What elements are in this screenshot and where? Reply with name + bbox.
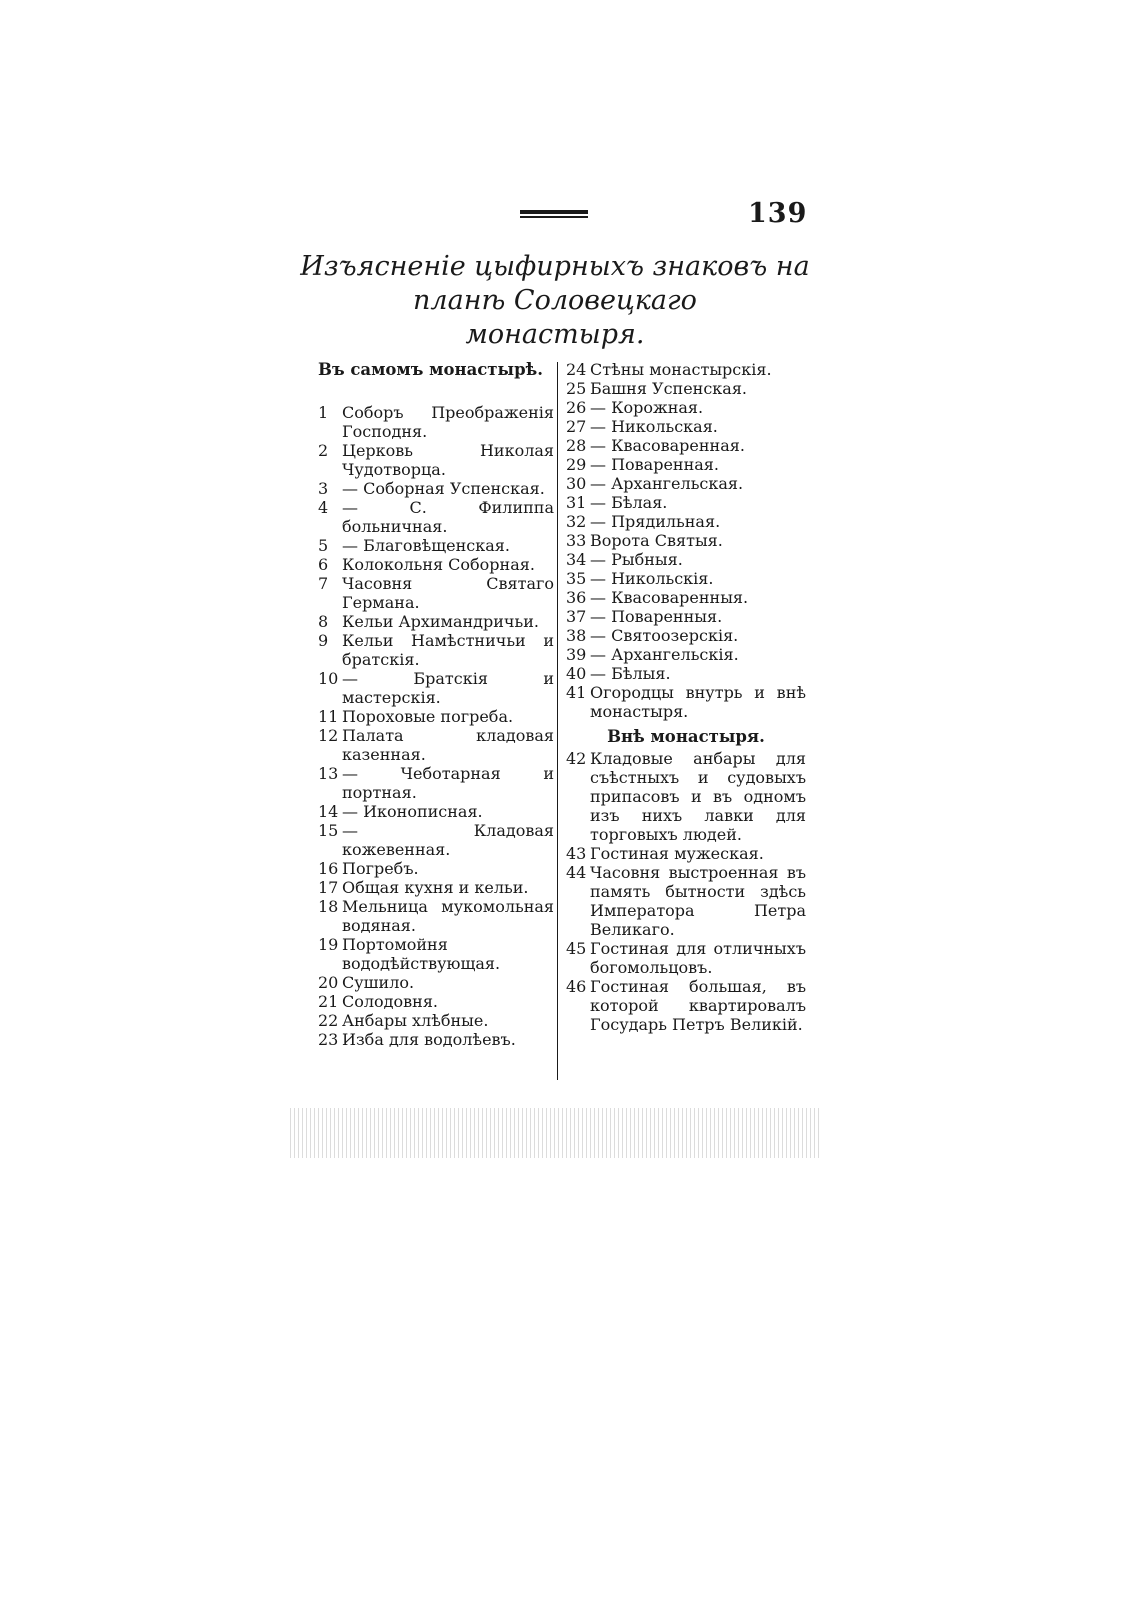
legend-entry bbox=[318, 992, 554, 1011]
legend-entry bbox=[566, 588, 806, 607]
entry-text: — Архангельскія. bbox=[590, 645, 739, 664]
title-line-2: планѣ Соловецкаго bbox=[413, 285, 697, 316]
entry-number: 32 bbox=[566, 512, 587, 531]
legend-entry bbox=[566, 645, 806, 664]
legend-entry bbox=[318, 612, 554, 631]
entry-number: 37 bbox=[566, 607, 587, 626]
legend-entry bbox=[566, 379, 806, 398]
entry-number: 23 bbox=[318, 1030, 339, 1049]
entry-number: 13 bbox=[318, 764, 339, 783]
legend-entry bbox=[318, 555, 554, 574]
entry-number: 5 bbox=[318, 536, 329, 555]
legend-entry bbox=[318, 669, 554, 707]
right-column bbox=[566, 360, 806, 1034]
entry-number: 27 bbox=[566, 417, 587, 436]
column-divider bbox=[557, 362, 558, 1080]
entry-number: 19 bbox=[318, 935, 339, 954]
entry-text: Соборъ Преображенія Господня. bbox=[342, 403, 554, 441]
entry-number: 12 bbox=[318, 726, 339, 745]
entry-number: 35 bbox=[566, 569, 587, 588]
legend-entry bbox=[566, 455, 806, 474]
legend-entry bbox=[566, 398, 806, 417]
entry-text: — С. Филиппа больничная. bbox=[342, 498, 554, 536]
legend-entry bbox=[566, 550, 806, 569]
entry-number: 21 bbox=[318, 992, 339, 1011]
entry-text: Кладовые анбары для съѣстныхъ и судовыхъ припасовъ и въ одномъ изъ нихъ лавки для торговыхъ людей. bbox=[590, 749, 806, 844]
entry-number: 16 bbox=[318, 859, 339, 878]
legend-entry bbox=[566, 977, 806, 1034]
legend-entry bbox=[566, 493, 806, 512]
entry-number: 15 bbox=[318, 821, 339, 840]
entry-number: 2 bbox=[318, 441, 329, 460]
legend-entry bbox=[566, 531, 806, 550]
legend-entry bbox=[566, 844, 806, 863]
entry-text: Изба для водолѣевъ. bbox=[342, 1030, 516, 1049]
entry-number: 20 bbox=[318, 973, 339, 992]
legend-entry bbox=[318, 878, 554, 897]
entry-text: — Квасоваренная. bbox=[590, 436, 745, 455]
entry-number: 31 bbox=[566, 493, 587, 512]
entry-number: 11 bbox=[318, 707, 339, 726]
entry-text: Кельи Архимандричьи. bbox=[342, 612, 539, 631]
entry-number: 41 bbox=[566, 683, 587, 702]
scan-noise-band bbox=[290, 1108, 820, 1158]
entry-text: Погребъ. bbox=[342, 859, 419, 878]
legend-entry bbox=[566, 474, 806, 493]
entry-number: 38 bbox=[566, 626, 587, 645]
legend-entry bbox=[318, 764, 554, 802]
legend-entry bbox=[566, 664, 806, 683]
entry-number: 3 bbox=[318, 479, 329, 498]
entry-text: — Святоозерскія. bbox=[590, 626, 739, 645]
entry-text: — Бѣлыя. bbox=[590, 664, 671, 683]
entry-text: — Братскія и мастерскія. bbox=[342, 669, 554, 707]
legend-entry bbox=[318, 498, 554, 536]
entry-text: Палата кладовая казенная. bbox=[342, 726, 554, 764]
legend-entry bbox=[318, 802, 554, 821]
legend-entry bbox=[566, 939, 806, 977]
legend-entry bbox=[318, 479, 554, 498]
entry-text: Портомойня вододѣйствующая. bbox=[342, 935, 501, 973]
section-heading-outside: Внѣ монастыря. bbox=[607, 727, 765, 746]
entry-text: — Поваренная. bbox=[590, 455, 719, 474]
entry-text: — Никольская. bbox=[590, 417, 718, 436]
entry-text: Общая кухня и кельи. bbox=[342, 878, 529, 897]
entry-number: 28 bbox=[566, 436, 587, 455]
entry-text: — Архангельская. bbox=[590, 474, 744, 493]
entry-text: — Кладовая кожевенная. bbox=[342, 821, 554, 859]
entry-text: — Соборная Успенская. bbox=[342, 479, 545, 498]
entry-number: 24 bbox=[566, 360, 587, 379]
legend-entry bbox=[318, 897, 554, 935]
entry-text: Часовня выстроенная въ память бытности здѣсь Императора Петра Великаго. bbox=[590, 863, 806, 939]
entry-text: Гостиная для отличныхъ богомольцовъ. bbox=[590, 939, 806, 977]
entry-text: — Никольскія. bbox=[590, 569, 714, 588]
entry-number: 14 bbox=[318, 802, 339, 821]
entry-number: 25 bbox=[566, 379, 587, 398]
page-number: 139 bbox=[748, 198, 808, 229]
entry-number: 36 bbox=[566, 588, 587, 607]
entry-text: — Прядильная. bbox=[590, 512, 721, 531]
entry-number: 4 bbox=[318, 498, 329, 517]
title-line-3: монастыря. bbox=[465, 319, 645, 350]
entry-text: Стѣны монастырскія. bbox=[590, 360, 772, 379]
entry-text: — Корожная. bbox=[590, 398, 704, 417]
legend-entry bbox=[318, 574, 554, 612]
section-heading-inside: Въ самомъ монастырѣ. bbox=[318, 360, 543, 379]
entry-number: 10 bbox=[318, 669, 339, 688]
entry-number: 7 bbox=[318, 574, 329, 593]
legend-entry bbox=[566, 512, 806, 531]
entry-number: 34 bbox=[566, 550, 587, 569]
entry-number: 1 bbox=[318, 403, 329, 422]
legend-entry bbox=[318, 403, 554, 441]
entry-text: Мельница мукомольная водяная. bbox=[342, 897, 554, 935]
entry-text: — Рыбныя. bbox=[590, 550, 683, 569]
legend-list-left bbox=[318, 403, 554, 1049]
entry-text: — Квасоваренныя. bbox=[590, 588, 749, 607]
entry-number: 8 bbox=[318, 612, 329, 631]
entry-text: Пороховые погреба. bbox=[342, 707, 514, 726]
entry-number: 6 bbox=[318, 555, 329, 574]
legend-entry bbox=[318, 631, 554, 669]
legend-entry bbox=[318, 726, 554, 764]
entry-number: 43 bbox=[566, 844, 587, 863]
title-line-1: Изъясненіе цыфирныхъ знаковъ на bbox=[300, 251, 810, 282]
legend-entry bbox=[318, 935, 554, 973]
entry-number: 46 bbox=[566, 977, 587, 996]
entry-text: Огородцы внутрь и внѣ монастыря. bbox=[590, 683, 806, 721]
header-rule bbox=[520, 210, 588, 218]
entry-number: 44 bbox=[566, 863, 587, 882]
legend-entry bbox=[318, 859, 554, 878]
legend-entry bbox=[566, 607, 806, 626]
legend-entry bbox=[318, 441, 554, 479]
entry-text: — Чеботарная и портная. bbox=[342, 764, 554, 802]
entry-text: — Поваренныя. bbox=[590, 607, 723, 626]
legend-entry bbox=[566, 360, 806, 379]
entry-number: 17 bbox=[318, 878, 339, 897]
left-column bbox=[318, 360, 554, 1049]
entry-text: Солодовня. bbox=[342, 992, 439, 1011]
entry-number: 29 bbox=[566, 455, 587, 474]
entry-text: Часовня Святаго Германа. bbox=[342, 574, 554, 612]
entry-text: Башня Успенская. bbox=[590, 379, 748, 398]
entry-text: Гостиная большая, въ которой квартировалъ Государь Петръ Великій. bbox=[590, 977, 806, 1034]
legend-entry bbox=[566, 436, 806, 455]
legend-entry bbox=[318, 1011, 554, 1030]
legend-entry bbox=[318, 707, 554, 726]
legend-entry bbox=[318, 821, 554, 859]
entry-text: Сушило. bbox=[342, 973, 415, 992]
legend-entry bbox=[566, 749, 806, 844]
entry-text: — Иконописная. bbox=[342, 802, 483, 821]
legend-list-right-outside bbox=[566, 749, 806, 1034]
entry-number: 26 bbox=[566, 398, 587, 417]
entry-text: Анбары хлѣбные. bbox=[342, 1011, 489, 1030]
entry-number: 40 bbox=[566, 664, 587, 683]
page-title bbox=[300, 250, 810, 352]
legend-entry bbox=[566, 626, 806, 645]
entry-text: Ворота Святыя. bbox=[590, 531, 723, 550]
entry-number: 9 bbox=[318, 631, 329, 650]
legend-entry bbox=[566, 683, 806, 721]
legend-entry bbox=[318, 1030, 554, 1049]
entry-text: — Бѣлая. bbox=[590, 493, 668, 512]
entry-text: Кельи Намѣстничьи и братскія. bbox=[342, 631, 554, 669]
entry-text: Колокольня Соборная. bbox=[342, 555, 535, 574]
legend-entry bbox=[566, 569, 806, 588]
legend-entry bbox=[318, 973, 554, 992]
entry-number: 39 bbox=[566, 645, 587, 664]
entry-number: 22 bbox=[318, 1011, 339, 1030]
entry-number: 30 bbox=[566, 474, 587, 493]
entry-text: — Благовѣщенская. bbox=[342, 536, 510, 555]
entry-number: 18 bbox=[318, 897, 339, 916]
entry-number: 42 bbox=[566, 749, 587, 768]
legend-entry bbox=[566, 417, 806, 436]
entry-text: Церковь Николая Чудотворца. bbox=[342, 441, 554, 479]
legend-list-right-inside bbox=[566, 360, 806, 721]
entry-text: Гостиная мужеская. bbox=[590, 844, 764, 863]
entry-number: 45 bbox=[566, 939, 587, 958]
entry-number: 33 bbox=[566, 531, 587, 550]
legend-entry bbox=[566, 863, 806, 939]
legend-entry bbox=[318, 536, 554, 555]
